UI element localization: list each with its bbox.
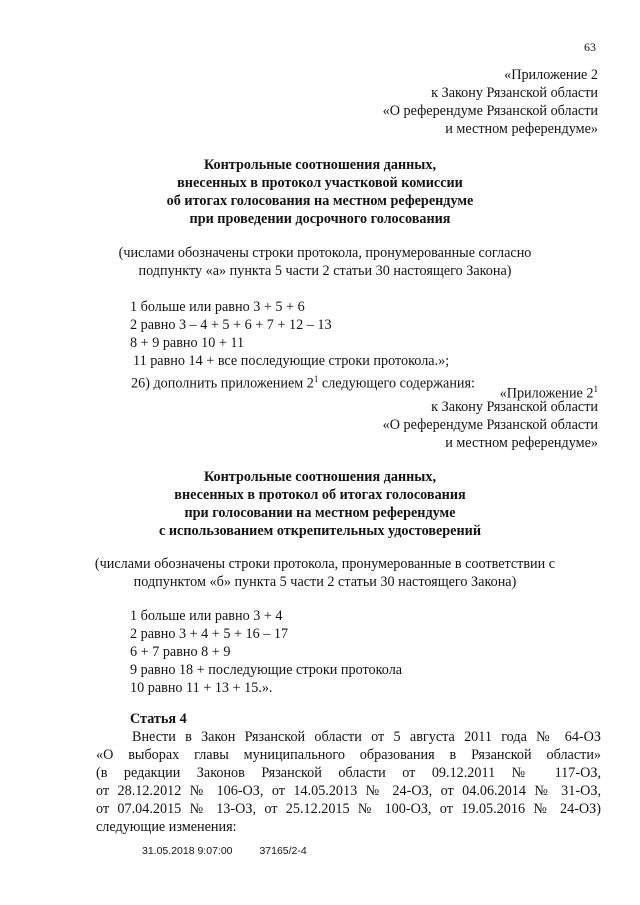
heading-line: с использованием открепительных удостоверений bbox=[159, 523, 481, 539]
note-line: (числами обозначены строки протокола, пронумерованные согласно bbox=[118, 245, 532, 261]
appendix-2-1-header bbox=[383, 380, 598, 452]
relation-line: 1 больше или равно 3 + 4 bbox=[130, 608, 283, 624]
article-line: Внести в Закон Рязанской области от 5 августа 2011 года № 64-ОЗ bbox=[132, 729, 601, 745]
article-line: от 28.12.2012 № 106-ОЗ, от 14.05.2013 № 24-ОЗ, от 04.06.2014 № 31-ОЗ, bbox=[96, 783, 601, 799]
heading-line: при проведении досрочного голосования bbox=[189, 211, 451, 227]
document-footer bbox=[142, 842, 331, 860]
heading-line: внесенных в протокол об итогах голосования bbox=[174, 487, 466, 503]
explanatory-note-2 bbox=[90, 555, 560, 591]
relation-line: 1 больше или равно 3 + 5 + 6 bbox=[130, 299, 305, 315]
article-line: следующие изменения: bbox=[96, 819, 237, 835]
appendix-line: «Приложение 2 bbox=[499, 385, 594, 402]
article-line: (в редакции Законов Рязанской области от 09.12.2011 № 117-ОЗ, bbox=[96, 765, 601, 781]
item-26-text: 26) дополнить приложением 2 bbox=[131, 375, 314, 392]
item-26-superscript: 1 bbox=[313, 374, 319, 384]
item-26-text-after: следующего содержания: bbox=[318, 375, 475, 392]
note-line: (числами обозначены строки протокола, пронумерованные в соответствии с bbox=[94, 556, 556, 572]
relation-line: 10 равно 11 + 13 + 15.». bbox=[130, 680, 273, 696]
appendix-superscript: 1 bbox=[593, 384, 598, 394]
relation-line: 8 + 9 равно 10 + 11 bbox=[130, 335, 245, 351]
appendix-line: «О референдуме Рязанской области bbox=[382, 103, 598, 119]
footer-datetime: 31.05.2018 9:07:00 bbox=[142, 845, 233, 857]
appendix-line: «Приложение 2 bbox=[504, 67, 598, 83]
note-line: подпунктом «б» пункта 5 части 2 статьи 30 настоящего Закона) bbox=[133, 574, 517, 590]
heading-line: внесенных в протокол участковой комиссии bbox=[177, 175, 463, 191]
relation-line: 9 равно 18 + последующие строки протокола bbox=[130, 662, 403, 678]
explanatory-note-1 bbox=[95, 244, 555, 280]
control-relations-2 bbox=[130, 607, 402, 697]
heading-line: об итогах голосования на местном референдуме bbox=[166, 193, 474, 209]
article-line: «О выборах главы муниципального образования в Рязанской области» bbox=[96, 747, 601, 763]
control-relations-1 bbox=[130, 298, 449, 370]
heading-line: Контрольные соотношения данных, bbox=[203, 157, 437, 173]
footer-doc-id: 37165/2-4 bbox=[259, 845, 307, 857]
appendix-2-header bbox=[383, 66, 598, 138]
relation-line: 2 равно 3 + 4 + 5 + 16 – 17 bbox=[130, 626, 289, 642]
article-line: от 07.04.2015 № 13-ОЗ, от 25.12.2015 № 100-ОЗ, от 19.05.2016 № 24-ОЗ) bbox=[96, 801, 601, 817]
relation-line: 2 равно 3 – 4 + 5 + 6 + 7 + 12 – 13 bbox=[130, 317, 332, 333]
section-heading-1 bbox=[95, 156, 545, 228]
relation-line: 6 + 7 равно 8 + 9 bbox=[130, 644, 231, 660]
page-number: 63 bbox=[584, 40, 596, 54]
section-heading-2 bbox=[95, 468, 545, 540]
heading-line: при голосовании на местном референдуме bbox=[184, 505, 456, 521]
relation-line: 11 равно 14 + все последующие строки протокола.»; bbox=[133, 353, 450, 369]
heading-line: Контрольные соотношения данных, bbox=[203, 469, 437, 485]
appendix-line: к Закону Рязанской области bbox=[431, 85, 598, 101]
article-4-body bbox=[96, 728, 601, 836]
appendix-line: к Закону Рязанской области bbox=[431, 399, 598, 415]
note-line: подпункту «а» пункта 5 части 2 статьи 30 настоящего Закона) bbox=[138, 263, 512, 279]
appendix-line: и местном референдуме» bbox=[445, 435, 598, 451]
article-4-title: Статья 4 bbox=[130, 711, 187, 727]
appendix-line: и местном референдуме» bbox=[445, 121, 598, 137]
appendix-line: «О референдуме Рязанской области bbox=[382, 417, 598, 433]
